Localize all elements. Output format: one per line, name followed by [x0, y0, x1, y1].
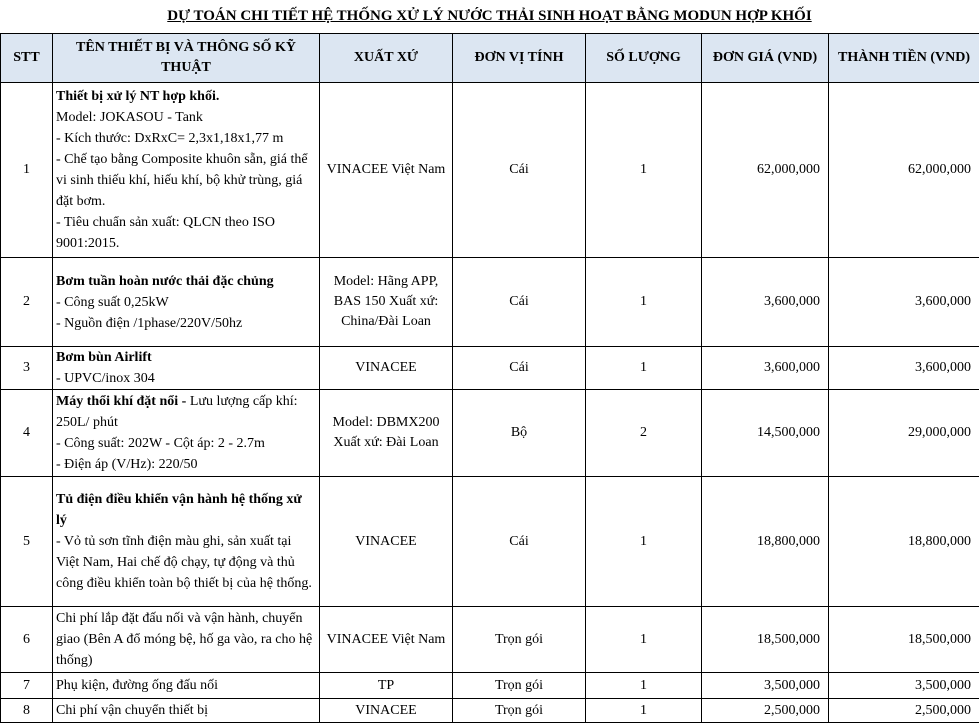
cell-price[interactable]: 3,600,000: [702, 347, 829, 390]
page-title: DỰ TOÁN CHI TIẾT HỆ THỐNG XỬ LÝ NƯỚC THẢI SINH HOẠT BẰNG MODUN HỢP KHỐI: [167, 8, 812, 24]
table-row: [1, 347, 979, 390]
cell-qty[interactable]: 1: [586, 258, 702, 347]
table-row: [1, 607, 979, 673]
cell-stt[interactable]: 6: [1, 607, 53, 673]
item-spec: Chi phí lắp đặt đấu nối và vận hành, chuyển giao (Bên A đổ móng bệ, hố ga vào, ra cho hệ thống): [56, 611, 313, 668]
cell-price[interactable]: 62,000,000: [702, 83, 829, 258]
item-spec: Lưu lượng cấp khí: 250L/ phút: [56, 394, 298, 430]
cell-stt[interactable]: 2: [1, 258, 53, 347]
item-title: Tủ điện điều khiển vận hành hệ thống xử lý: [56, 492, 302, 528]
table-row: [1, 83, 979, 258]
cell-origin[interactable]: TP: [320, 673, 453, 699]
cell-stt[interactable]: 3: [1, 347, 53, 390]
cell-unit[interactable]: Cái: [453, 347, 586, 390]
cell-origin[interactable]: Model: Hãng APP, BAS 150 Xuất xứ: China/Đài Loan: [320, 258, 453, 347]
cell-unit[interactable]: Cái: [453, 83, 586, 258]
cell-name[interactable]: [53, 607, 320, 673]
cell-unit[interactable]: Cái: [453, 477, 586, 607]
cell-name[interactable]: [53, 699, 320, 723]
cell-origin[interactable]: VINACEE: [320, 477, 453, 607]
cell-qty[interactable]: 2: [586, 390, 702, 477]
cell-origin[interactable]: Model: DBMX200 Xuất xứ: Đài Loan: [320, 390, 453, 477]
header-unit[interactable]: ĐƠN VỊ TÍNH: [453, 34, 586, 83]
cell-total[interactable]: 2,500,000: [829, 699, 979, 723]
item-spec: - Vỏ tủ sơn tĩnh điện màu ghi, sản xuất tại Việt Nam, Hai chế độ chạy, tự động và thủ công điều khiển toàn bộ thiết bị của hệ thống.: [56, 534, 312, 591]
cell-qty[interactable]: 1: [586, 607, 702, 673]
item-spec: - Công suất 0,25kW: [56, 294, 169, 310]
cell-unit[interactable]: Cái: [453, 258, 586, 347]
cell-origin[interactable]: VINACEE Việt Nam: [320, 83, 453, 258]
cell-name[interactable]: [53, 347, 320, 390]
cell-qty[interactable]: 1: [586, 477, 702, 607]
cell-total[interactable]: 18,500,000: [829, 607, 979, 673]
cell-unit[interactable]: Trọn gói: [453, 673, 586, 699]
header-total[interactable]: THÀNH TIỀN (VND): [829, 34, 979, 83]
header-name[interactable]: TÊN THIẾT BỊ VÀ THÔNG SỐ KỸ THUẬT: [53, 34, 320, 83]
cell-name[interactable]: [53, 258, 320, 347]
cell-price[interactable]: 18,500,000: [702, 607, 829, 673]
cell-total[interactable]: 3,600,000: [829, 347, 979, 390]
cell-qty[interactable]: 1: [586, 699, 702, 723]
cell-qty[interactable]: 1: [586, 347, 702, 390]
cell-origin[interactable]: VINACEE: [320, 347, 453, 390]
table-row: [1, 673, 979, 699]
cell-stt[interactable]: 8: [1, 699, 53, 723]
item-spec: Model: JOKASOU - Tank: [56, 110, 203, 125]
cell-price[interactable]: 3,600,000: [702, 258, 829, 347]
cell-total[interactable]: 3,500,000: [829, 673, 979, 699]
header-qty[interactable]: SỐ LƯỢNG: [586, 34, 702, 83]
item-spec: - Điện áp (V/Hz): 220/50: [56, 457, 198, 472]
cell-unit[interactable]: Trọn gói: [453, 607, 586, 673]
cell-name[interactable]: [53, 673, 320, 699]
item-spec: - Nguồn điện /1phase/220V/50hz: [56, 315, 243, 331]
cell-origin[interactable]: VINACEE: [320, 699, 453, 723]
item-spec: - Công suất: 202W - Cột áp: 2 - 2.7m: [56, 436, 265, 451]
cell-stt[interactable]: 4: [1, 390, 53, 477]
header-price[interactable]: ĐƠN GIÁ (VND): [702, 34, 829, 83]
cell-price[interactable]: 2,500,000: [702, 699, 829, 723]
table-row: [1, 477, 979, 607]
cell-name[interactable]: [53, 390, 320, 477]
table-row: [1, 699, 979, 723]
cell-stt[interactable]: 7: [1, 673, 53, 699]
item-spec: Chi phí vận chuyển thiết bị: [56, 703, 209, 718]
cell-name[interactable]: [53, 477, 320, 607]
cell-total[interactable]: 18,800,000: [829, 477, 979, 607]
cell-qty[interactable]: 1: [586, 83, 702, 258]
cell-origin[interactable]: VINACEE Việt Nam: [320, 607, 453, 673]
item-spec: - UPVC/inox 304: [56, 371, 155, 386]
cell-stt[interactable]: 5: [1, 477, 53, 607]
header-row: [1, 34, 979, 83]
table-row: [1, 390, 979, 477]
cell-price[interactable]: 14,500,000: [702, 390, 829, 477]
cell-total[interactable]: 3,600,000: [829, 258, 979, 347]
cell-stt[interactable]: 1: [1, 83, 53, 258]
item-title: Bơm bùn Airlift: [56, 350, 152, 365]
item-spec: - Chế tạo bằng Composite khuôn sẵn, giá thể vi sinh thiếu khí, hiếu khí, bộ khử trùng, giá đặt bơm.: [56, 152, 308, 209]
item-title: Máy thổi khí đặt nổi -: [56, 394, 187, 409]
cell-price[interactable]: 3,500,000: [702, 673, 829, 699]
cell-unit[interactable]: Bộ: [453, 390, 586, 477]
cell-total[interactable]: 29,000,000: [829, 390, 979, 477]
cell-total[interactable]: 62,000,000: [829, 83, 979, 258]
header-origin[interactable]: XUẤT XỨ: [320, 34, 453, 83]
item-title: Thiết bị xử lý NT hợp khối.: [56, 89, 220, 104]
item-spec: - Kích thước: DxRxC= 2,3x1,18x1,77 m: [56, 131, 284, 146]
cost-estimate-table: [0, 33, 979, 723]
table-row: [1, 258, 979, 347]
header-stt[interactable]: STT: [1, 34, 53, 83]
item-title: Bơm tuần hoàn nước thải đặc chủng: [56, 273, 274, 289]
item-spec: - Tiêu chuẩn sản xuất: QLCN theo ISO 9001:2015.: [56, 215, 275, 251]
cell-price[interactable]: 18,800,000: [702, 477, 829, 607]
cell-unit[interactable]: Trọn gói: [453, 699, 586, 723]
cell-name[interactable]: [53, 83, 320, 258]
item-spec: Phụ kiện, đường ống đấu nối: [56, 678, 218, 693]
cell-qty[interactable]: 1: [586, 673, 702, 699]
